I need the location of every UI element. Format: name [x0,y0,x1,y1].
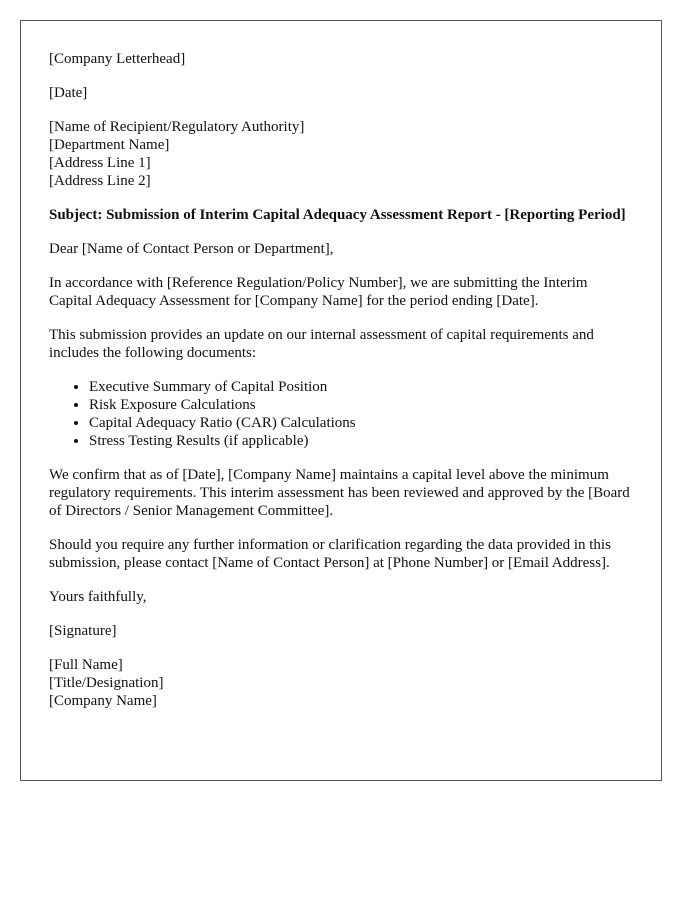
documents-list [49,378,633,450]
subject-line: Subject: Submission of Interim Capital Adequacy Assessment Report - [Reporting Period] [49,207,626,223]
recipient-address-line-2: [Address Line 2] [49,173,151,189]
list-item: • Executive Summary of Capital Position [89,378,633,396]
contact-paragraph: Should you require any further information or clarification regarding the data provided in this submission, please contact [Name of Contact Person] at [Phone Number] or [Email Address]. [49,537,611,571]
list-item: • Risk Exposure Calculations [89,396,633,414]
confirmation-paragraph: We confirm that as of [Date], [Company Name] maintains a capital level above the minimum regulatory requirements. This interim assessment has been reviewed and approved by the [Board of Directors / Senior Management Committee]. [49,467,630,519]
closing: Yours faithfully, [49,589,147,605]
letter-date: [Date] [49,85,88,101]
signer-full-name: [Full Name] [49,657,123,673]
signer-company: [Company Name] [49,693,157,709]
salutation: Dear [Name of Contact Person or Department], [49,241,334,257]
signer-title: [Title/Designation] [49,675,164,691]
signer-block [49,656,633,710]
recipient-address-line-1: [Address Line 1] [49,155,151,171]
documents-intro-paragraph: This submission provides an update on our internal assessment of capital requirements and includes the following documents: [49,327,594,361]
recipient-name: [Name of Recipient/Regulatory Authority] [49,119,305,135]
recipient-department: [Department Name] [49,137,170,153]
list-item: • Stress Testing Results (if applicable) [89,432,633,450]
recipient-address [49,118,633,190]
letterhead: [Company Letterhead] [49,51,186,67]
intro-paragraph: In accordance with [Reference Regulation/Policy Number], we are submitting the Interim Capital Adequacy Assessment for [Company Name] for the period ending [Date]. [49,275,588,309]
letter-page [20,20,662,781]
list-item: • Capital Adequacy Ratio (CAR) Calculations [89,414,633,432]
signature: [Signature] [49,623,117,639]
